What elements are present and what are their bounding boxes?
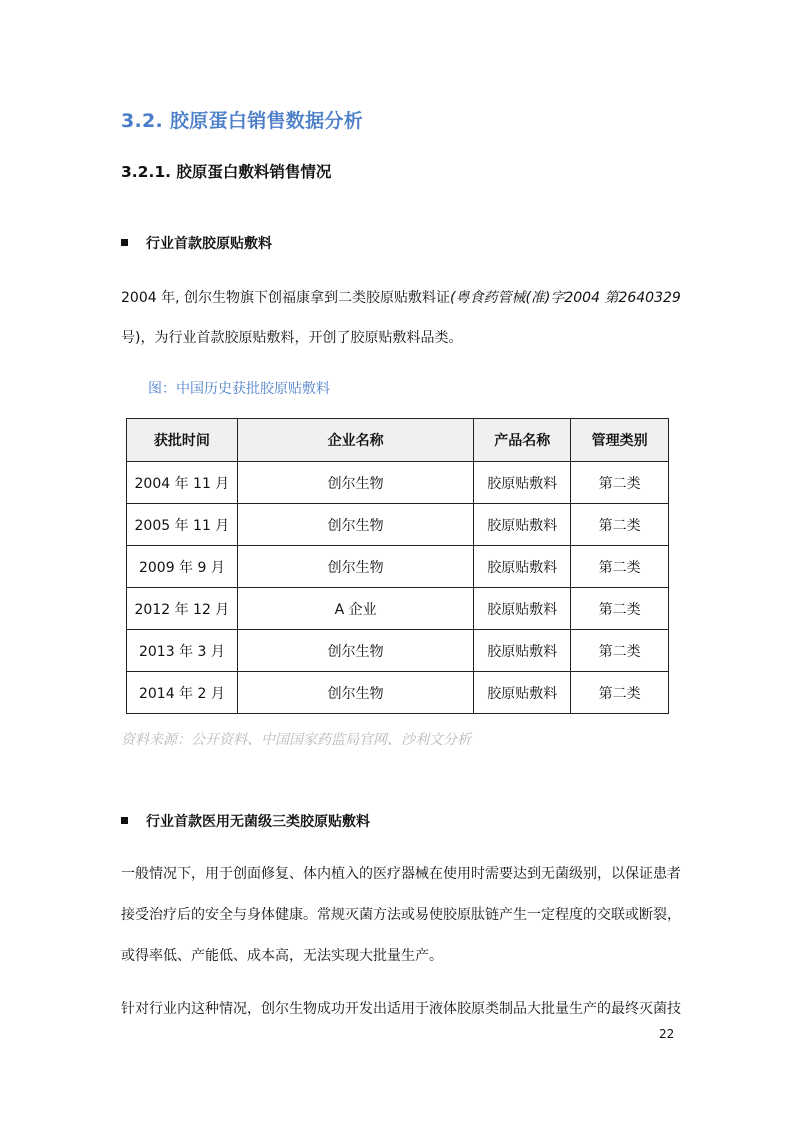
page-number: 22 bbox=[659, 1027, 675, 1041]
cell-approval-date: 2012 年 12 月 bbox=[127, 588, 238, 630]
cell-product-name: 胶原贴敷料 bbox=[474, 588, 571, 630]
cell-company-name: A 企业 bbox=[237, 588, 474, 630]
paragraph-2-line-1: 一般情况下，用于创面修复、体内植入的医疗器械在使用时需要达到无菌级别，以保证患者 bbox=[121, 866, 681, 882]
header-company-name: 企业名称 bbox=[237, 419, 474, 462]
cell-product-name: 胶原贴敷料 bbox=[474, 546, 571, 588]
table-row bbox=[127, 504, 669, 546]
cell-approval-date: 2013 年 3 月 bbox=[127, 630, 238, 672]
table-caption: 图：中国历史获批胶原贴敷料 bbox=[148, 381, 330, 397]
paragraph-1-line-1-normal: 2004 年, 创尔生物旗下创福康拿到二类胶原贴敷料证 bbox=[121, 290, 450, 306]
cell-product-name: 胶原贴敷料 bbox=[474, 504, 571, 546]
header-management-class: 管理类别 bbox=[571, 419, 669, 462]
cell-approval-date: 2005 年 11 月 bbox=[127, 504, 238, 546]
cell-approval-date: 2009 年 9 月 bbox=[127, 546, 238, 588]
cell-management-class: 第二类 bbox=[571, 588, 669, 630]
cell-management-class: 第二类 bbox=[571, 672, 669, 714]
section-heading: 3.2. 胶原蛋白销售数据分析 bbox=[121, 110, 363, 132]
cell-company-name: 创尔生物 bbox=[237, 462, 474, 504]
subsection-heading: 3.2.1. 胶原蛋白敷料销售情况 bbox=[121, 163, 332, 181]
table-row bbox=[127, 546, 669, 588]
table-row bbox=[127, 588, 669, 630]
cell-product-name: 胶原贴敷料 bbox=[474, 630, 571, 672]
paragraph-2-line-3: 或得率低、产能低、成本高，无法实现大批量生产。 bbox=[121, 948, 443, 964]
approvals-table bbox=[126, 418, 669, 714]
cell-company-name: 创尔生物 bbox=[237, 672, 474, 714]
square-bullet-icon bbox=[121, 239, 128, 246]
cell-approval-date: 2014 年 2 月 bbox=[127, 672, 238, 714]
bullet-heading-2-text: 行业首款医用无菌级三类胶原贴敷料 bbox=[146, 814, 370, 830]
cell-management-class: 第二类 bbox=[571, 630, 669, 672]
bullet-heading-1-text: 行业首款胶原贴敷料 bbox=[146, 236, 272, 252]
header-approval-date: 获批时间 bbox=[127, 419, 238, 462]
cell-management-class: 第二类 bbox=[571, 546, 669, 588]
header-product-name: 产品名称 bbox=[474, 419, 571, 462]
table-row bbox=[127, 672, 669, 714]
source-note: 资料来源：公开资料、中国国家药监局官网、沙利文分析 bbox=[121, 732, 471, 748]
table-row bbox=[127, 630, 669, 672]
paragraph-1-line-2: 号)，为行业首款胶原贴敷料，开创了胶原贴敷料品类。 bbox=[121, 330, 463, 346]
cell-product-name: 胶原贴敷料 bbox=[474, 672, 571, 714]
cell-company-name: 创尔生物 bbox=[237, 504, 474, 546]
square-bullet-icon bbox=[121, 817, 128, 824]
cell-company-name: 创尔生物 bbox=[237, 546, 474, 588]
cell-company-name: 创尔生物 bbox=[237, 630, 474, 672]
paragraph-3-line-1: 针对行业内这种情况，创尔生物成功开发出适用于液体胶原类制品大批量生产的最终灭菌技 bbox=[121, 1001, 681, 1017]
paragraph-1-line-1 bbox=[121, 287, 681, 307]
paragraph-1-line-1-italic: (粤食药管械(准)字2004 第2640329 bbox=[449, 290, 681, 306]
bullet-heading-1 bbox=[121, 233, 272, 253]
cell-management-class: 第二类 bbox=[571, 504, 669, 546]
cell-product-name: 胶原贴敷料 bbox=[474, 462, 571, 504]
paragraph-2-line-2: 接受治疗后的安全与身体健康。常规灭菌方法或易使胶原肽链产生一定程度的交联或断裂， bbox=[121, 907, 681, 923]
cell-approval-date: 2004 年 11 月 bbox=[127, 462, 238, 504]
bullet-heading-2 bbox=[121, 811, 370, 831]
cell-management-class: 第二类 bbox=[571, 462, 669, 504]
table-header-row bbox=[127, 419, 669, 462]
table-row bbox=[127, 462, 669, 504]
